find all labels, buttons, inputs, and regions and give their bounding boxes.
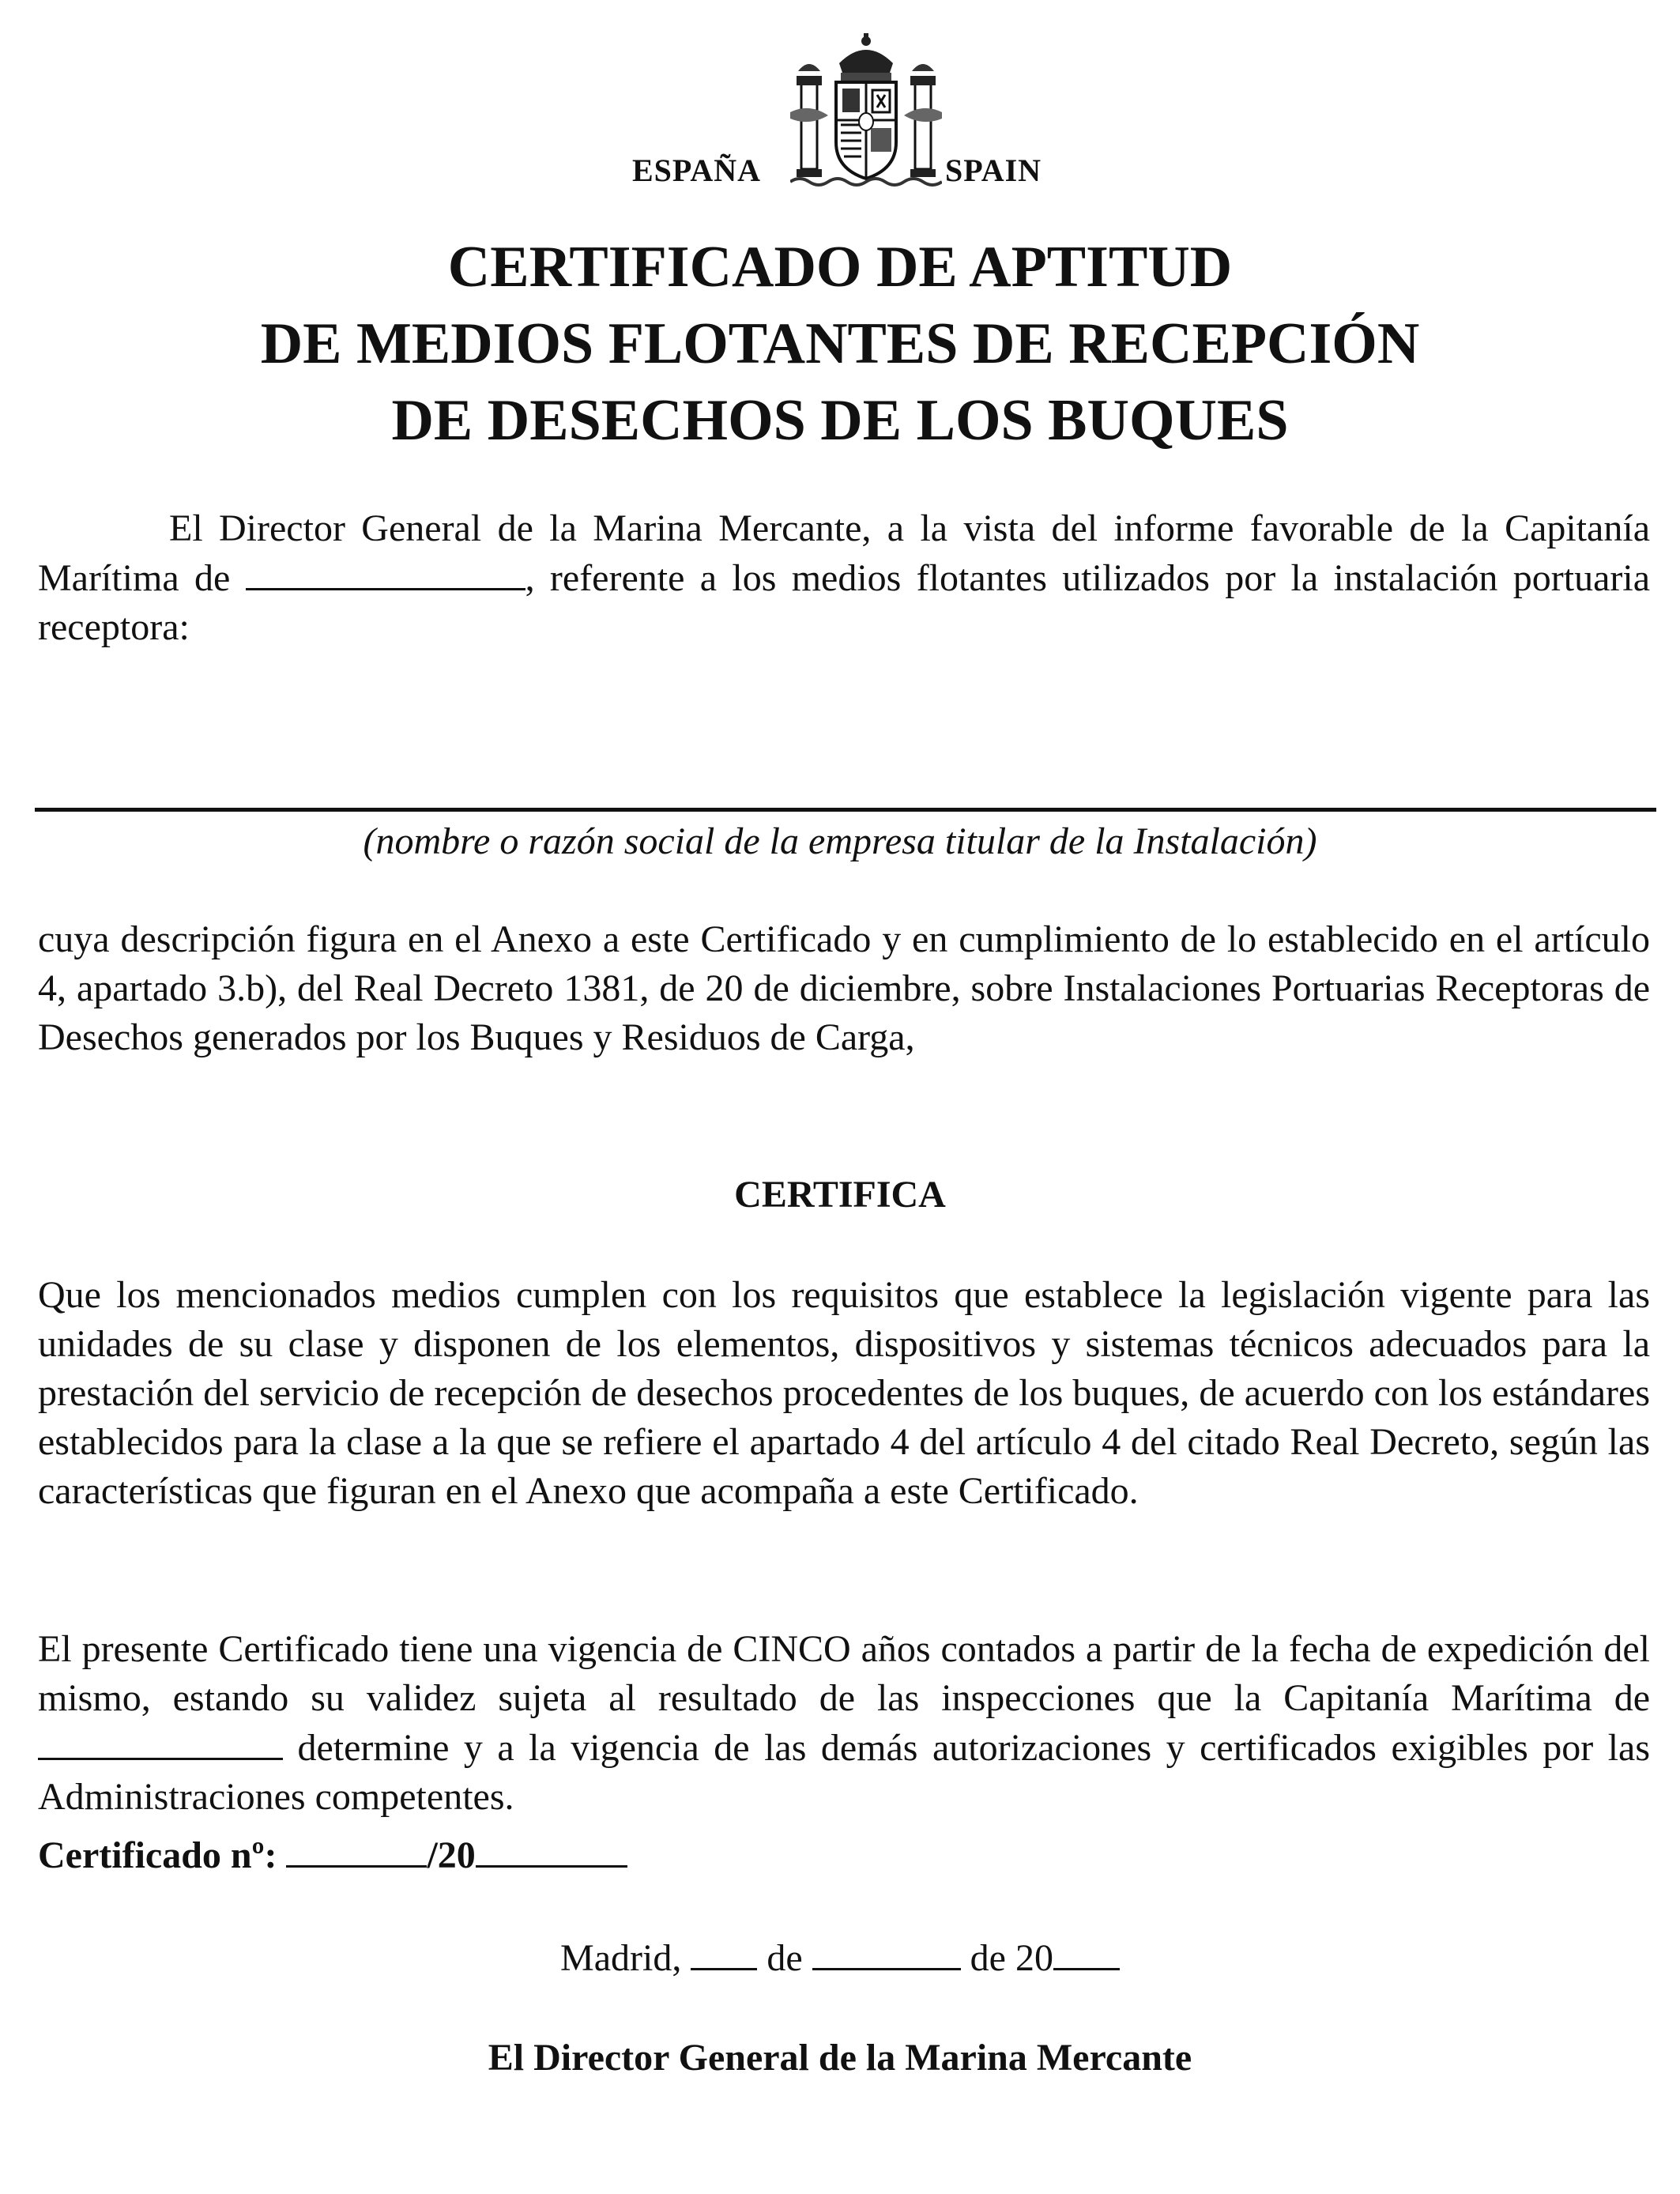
compliance-paragraph: Que los mencionados medios cumplen con los requisitos que establece la legislación vigente para las unidades de su clase y disponen de los elementos, dispositivos y sistemas técnicos adecuados para la prestación del servicio de recepción de desechos procedentes de los buques, de acuerdo con los estándares establecidos para la clase a la que se refiere el apartado 4 del artículo 4 del citado Real Decreto, según las características que figuran en el Anexo que acompaña a este Certificado.	[38, 1274, 1650, 1512]
title-line-3: DE DESECHOS DE LOS BUQUES	[391, 388, 1289, 453]
place-de-2: de 20	[970, 1937, 1053, 1979]
country-name-english: SPAIN	[945, 153, 1042, 188]
intro-text-start: El Director General de la Marina Mercante, a la vista del informe favorable de la Capitanía Marítima de	[38, 507, 1650, 599]
country-name-spanish: ESPAÑA	[632, 153, 762, 188]
document-header	[0, 16, 1680, 188]
intro-paragraph	[38, 504, 1650, 652]
coat-of-arms-icon	[790, 33, 942, 190]
description-paragraph: cuya descripción figura en el Anexo a este Certificado y en cumplimiento de lo establecido en el artículo 4, apartado 3.b), del Real Decreto 1381, de 20 de diciembre, sobre Instalaciones Portuarias Receptoras de Desechos generados por los Buques y Residuos de Carga,	[38, 918, 1650, 1058]
day-blank[interactable]	[691, 1935, 757, 1970]
certificate-year-blank[interactable]	[476, 1832, 627, 1868]
certificate-number-blank[interactable]	[286, 1832, 427, 1868]
maritime-authority-blank[interactable]	[246, 553, 525, 590]
certificate-number	[38, 1832, 627, 1877]
year-blank[interactable]	[1053, 1935, 1120, 1970]
place-city: Madrid,	[560, 1937, 682, 1979]
certificate-number-label: Certificado nº:	[38, 1834, 277, 1876]
month-blank[interactable]	[812, 1935, 961, 1970]
title-line-1: CERTIFICADO DE APTITUD	[447, 235, 1233, 300]
validity-paragraph	[38, 1625, 1650, 1822]
certifica-heading: CERTIFICA	[734, 1174, 946, 1216]
signer-title: El Director General de la Marina Mercante	[488, 2037, 1192, 2079]
title-line-2: DE MEDIOS FLOTANTES DE RECEPCIÓN	[260, 311, 1420, 376]
company-name-caption: (nombre o razón social de la empresa titular de la Instalación)	[363, 820, 1317, 862]
company-name-line[interactable]	[35, 808, 1656, 812]
validity-text-end: determine y a la vigencia de las demás autorizaciones y certificados exigibles por las Administraciones competentes.	[38, 1727, 1651, 1818]
validity-text-start: El presente Certificado tiene una vigencia de CINCO años contados a partir de la fecha de expedición del mismo, estando su validez sujeta al resultado de las inspecciones que la Capitanía Marítima de	[38, 1628, 1650, 1719]
intro-text-end: , referente a los medios flotantes utilizados por la instalación portuaria receptora:	[38, 557, 1651, 648]
maritime-authority-blank-2[interactable]	[38, 1723, 283, 1760]
certificate-year-prefix: /20	[427, 1834, 476, 1876]
document-title	[0, 229, 1680, 459]
place-de-1: de	[767, 1937, 803, 1979]
place-date	[0, 1935, 1680, 1980]
